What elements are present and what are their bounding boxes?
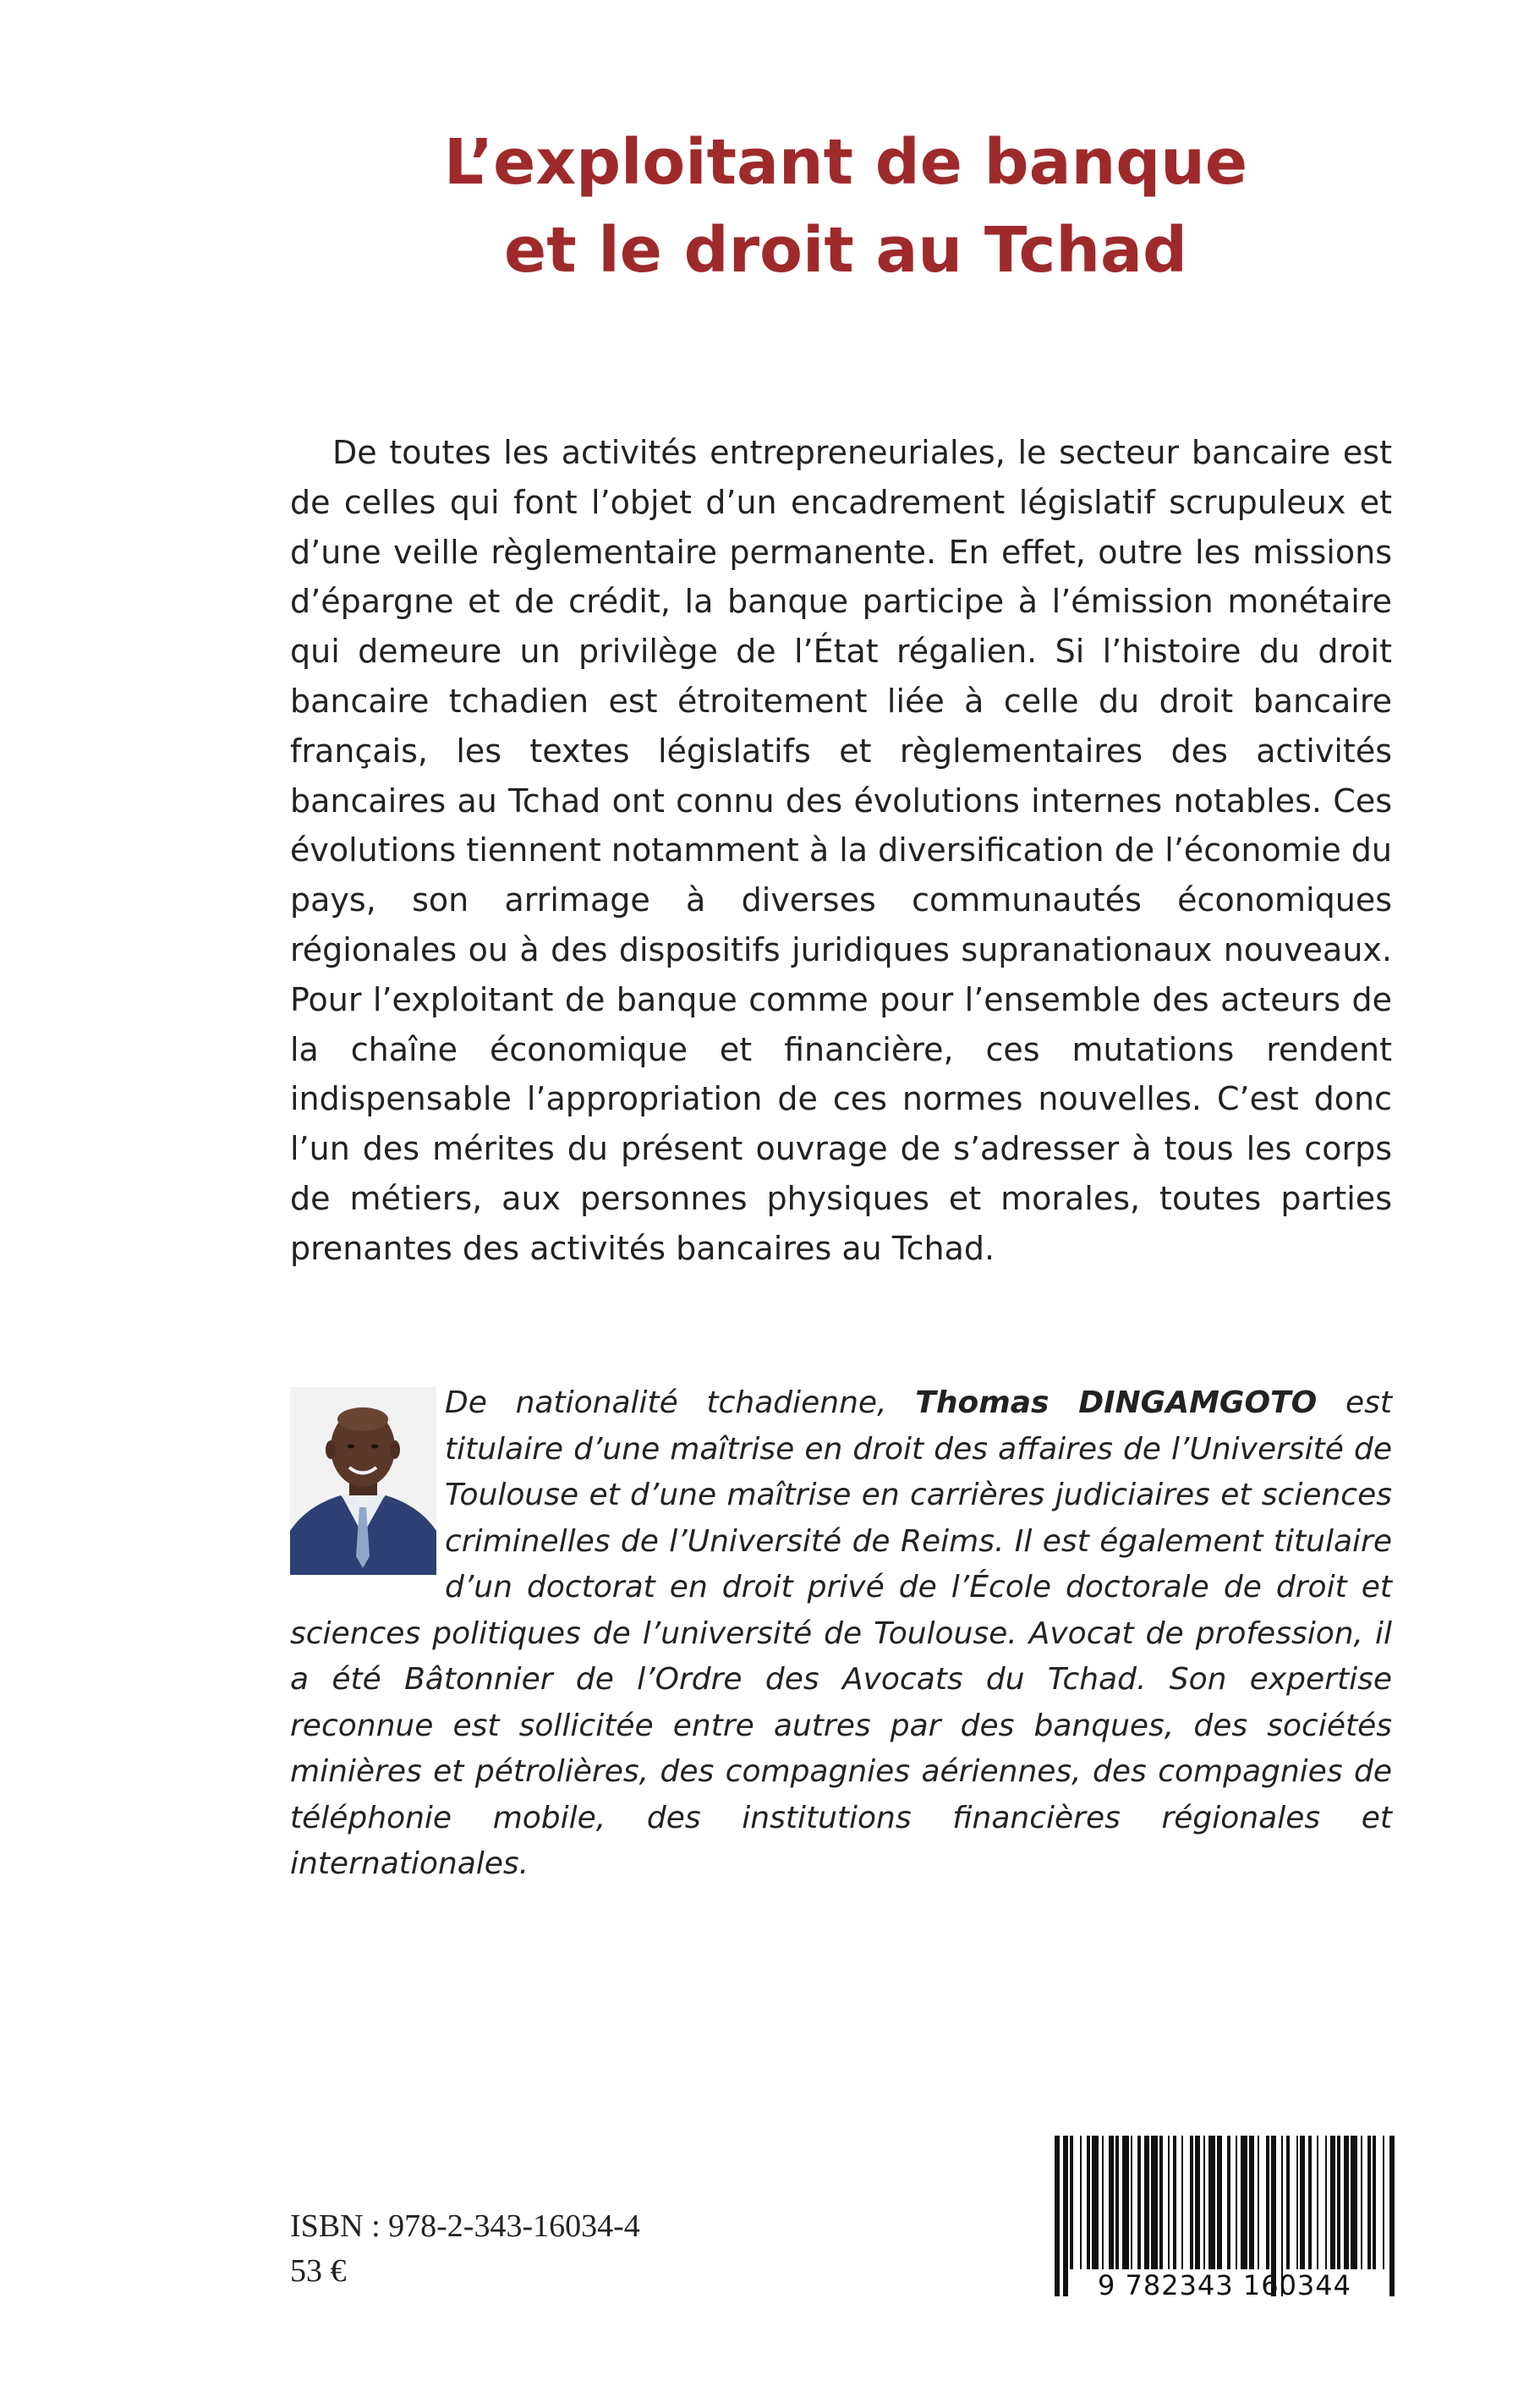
bio-intro: De nationalité tchadienne, — [445, 1385, 887, 1420]
back-cover-summary: De toutes les activités entrepreneuriales, le secteur bancaire est de celles qui font l’objet d’un encadrement législatif scrupuleux et d’une veille règlementaire permanente. En effet, outre les missions d’épargne et de crédit, la banque participe à l’émission monétaire qui demeure un privilège de l’État régalien. Si l’histoire du droit bancaire tchadien est étroitement liée à celle du droit bancaire français, les textes législatifs et règlementaires des activités bancaires au Tchad ont connu des évolutions internes notables. Ces évolutions tiennent notamment à la diversification de l’économie du pays, son arrimage à diverses communautés économiques régionales ou à des dispositifs juridiques supranationaux nouveaux. Pour l’exploitant de banque comme pour l’ensemble des acteurs de la chaîne économique et financière, ces mutations rendent indispensable l’appropriation de ces normes nouvelles. C’est donc l’un des mérites du présent ouvrage de s’adresser à tous les corps de métiers, aux personnes physiques et morales, toutes parties prenantes des activités bancaires au Tchad. — [290, 434, 1392, 1267]
author-name: Thomas DINGAMGOTO — [915, 1385, 1318, 1420]
book-title-line-2: et le droit au Tchad — [504, 214, 1187, 287]
barcode-number: 9 782343 160344 — [1097, 2269, 1351, 2301]
book-title-line-1: L’exploitant de banque — [443, 126, 1248, 199]
book-title — [254, 118, 1438, 294]
price: 53 € — [290, 2253, 347, 2289]
bio-text: est titulaire d’une maîtrise en droit des affaires de l’Université de Toulouse et d’une maîtrise en carrières judiciaires et sciences criminelles de l’Université de Reims. Il est également titulaire d’un doctorat en droit privé de l’École doctorale de droit et sciences politiques de l’université de Toulouse. Avocat de profession, il a été Bâtonnier de l’Ordre des Avocats du Tchad. Son expertise reconnue est sollicitée entre autres par des banques, des sociétés minières et pétrolières, des compagnies aériennes, des compagnies de téléphonie mobile, des institutions financières régionales et internationales. — [290, 1385, 1392, 1881]
isbn: ISBN : 978-2-343-16034-4 — [290, 2208, 640, 2244]
author-biography — [290, 1380, 1392, 1888]
